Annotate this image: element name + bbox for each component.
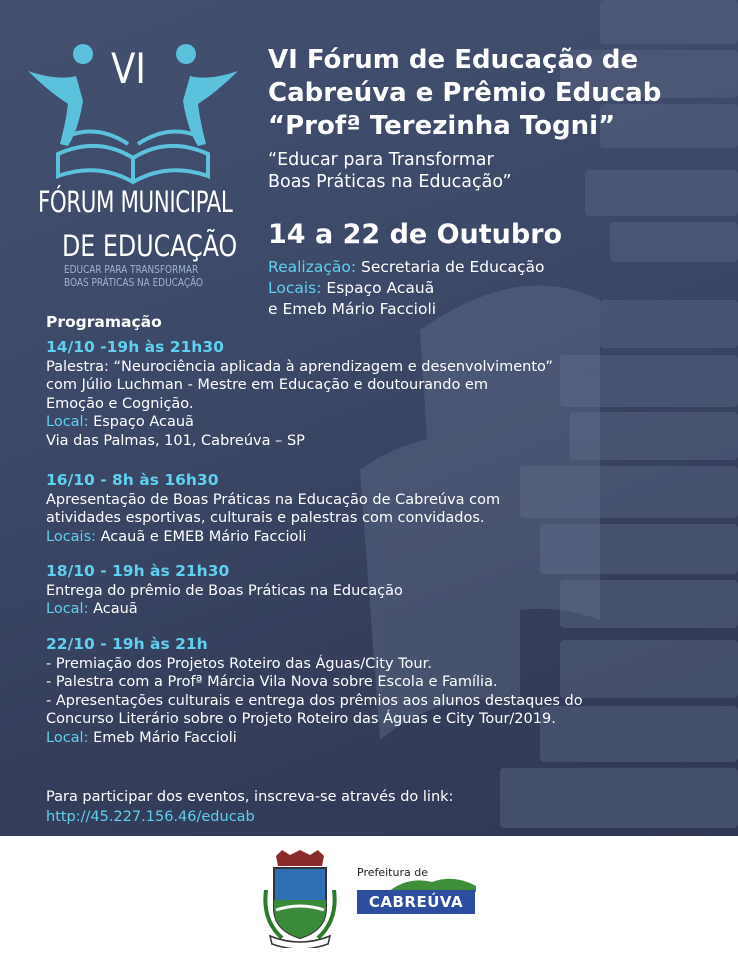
event-location-value: Emeb Mário Faccioli [88,729,237,746]
logo-tagline-line2: BOAS PRÁTICAS NA EDUCAÇÃO [64,277,204,289]
event-line: Emoção e Cognição. [46,395,194,412]
event-line: Apresentação de Boas Práticas na Educação de Cabreúva com [46,491,501,508]
event-line: atividades esportivas, culturais e palestras com convidados. [46,510,485,526]
registration-link[interactable]: http://45.227.156.46/educab [46,809,255,825]
logo-tagline [64,264,203,290]
event-line: com Júlio Luchman - Mestre em Educação e doutourando em [46,377,488,393]
logo-roman-numeral: VI [111,44,146,93]
program-title: Programação [46,313,162,331]
realizacao-label: Realização: [268,258,357,276]
subtitle-line: “Educar para Transformar [268,150,494,170]
event-location-value: Acauã [88,601,138,617]
event-item [46,338,686,450]
event-item [46,562,686,619]
footer [0,836,738,960]
event-location-value: Espaço Acauã [88,414,194,430]
title-line: Cabreúva e Prêmio Educab [268,78,662,108]
event-item [46,471,686,546]
event-address: Via das Palmas, 101, Cabreúva – SP [46,432,305,449]
organizer-info [268,257,544,320]
event-line: Concurso Literário sobre o Projeto Roteiro das Águas e City Tour/2019. [46,711,556,727]
event-dates: 14 a 22 de Outubro [268,219,563,250]
city-name-logo: CABREÚVA [357,890,475,914]
logo-tagline-line1: EDUCAR PARA TRANSFORMAR [64,264,199,276]
event-heading: 18/10 - 19h às 21h30 [46,562,230,580]
page-title [268,44,728,143]
city-coat-of-arms-icon [262,850,338,948]
logo-title-line2: DE EDUCAÇÃO [62,229,238,263]
event-location-value: Acauã e EMEB Mário Faccioli [96,528,307,545]
event-location-label: Locais: [46,528,97,545]
event-heading: 14/10 -19h às 21h30 [46,338,224,356]
event-line: - Premiação dos Projetos Roteiro das Águas/City Tour. [46,655,432,672]
subtitle [268,149,512,193]
title-line: “Profª Terezinha Togni” [268,111,616,141]
locais-value: Espaço Acauã [321,279,435,297]
event-heading: 16/10 - 8h às 16h30 [46,471,219,489]
event-line: - Palestra com a Profª Márcia Vila Nova sobre Escola e Família. [46,674,498,690]
subtitle-line: Boas Práticas na Educação” [268,172,512,192]
event-line: - Apresentações culturais e entrega dos prêmios aos alunos destaques do [46,692,583,709]
realizacao-value: Secretaria de Educação [356,258,545,276]
event-location-label: Local: [46,601,89,617]
locais-value-line2: e Emeb Mário Faccioli [268,300,437,318]
event-line: Palestra: “Neurociência aplicada à aprendizagem e desenvolvimento” [46,358,553,375]
registration-info [46,787,453,827]
prefeitura-label: Prefeitura de [357,866,428,879]
registration-text: Para participar dos eventos, inscreva-se através do link: [46,789,454,805]
title-line: VI Fórum de Educação de [268,45,639,75]
locais-label: Locais: [268,279,322,297]
event-location-label: Local: [46,729,89,746]
event-location-label: Local: [46,414,89,430]
logo-title-line1: FÓRUM MUNICIPAL [38,185,233,219]
event-line: Entrega do prêmio de Boas Práticas na Educação [46,582,403,599]
event-item [46,635,686,747]
event-heading: 22/10 - 19h às 21h [46,635,208,653]
